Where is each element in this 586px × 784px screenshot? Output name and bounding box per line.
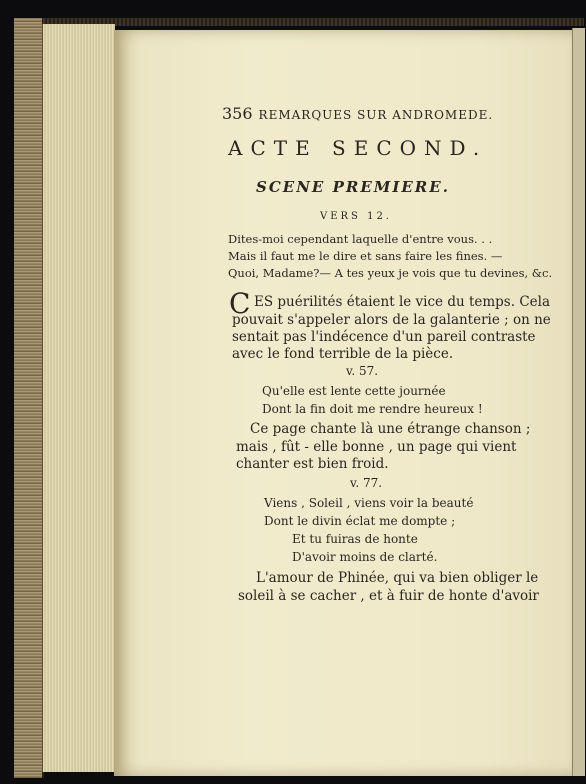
paragraph-line: pouvait s'appeler alors de la galanterie ; on ne: [232, 312, 551, 328]
act-title: ACTE SECOND.: [228, 136, 488, 160]
paragraph-line: chanter est bien froid.: [236, 456, 389, 472]
paragraph-line: sentait pas l'indécence d'un pareil contraste: [232, 329, 536, 345]
paragraph-line: mais , fût - elle bonne , un page qui vient: [236, 439, 517, 455]
paragraph-line: L'amour de Phinée, qui va bien obliger le: [256, 570, 539, 586]
facing-page-edge: [572, 28, 585, 776]
verse-marker: v. 57.: [346, 364, 379, 378]
verse-line: Et tu fuiras de honte: [292, 532, 418, 546]
verse-line: D'avoir moins de clarté.: [292, 550, 438, 564]
verse-line: Mais il faut me le dire et sans faire les fines. —: [228, 249, 503, 263]
paragraph-line: avec le fond terrible de la pièce.: [232, 346, 454, 362]
scene-title: SCENE PREMIERE.: [256, 178, 450, 196]
page-number: 356: [222, 104, 253, 123]
book-spine: [14, 18, 44, 778]
verse-line: Dont la fin doit me rendre heureux !: [262, 402, 483, 416]
paragraph-line: soleil à se cacher , et à fuir de honte d'avoir: [238, 588, 539, 604]
verse-marker: VERS 12.: [320, 211, 392, 222]
page-edges: [42, 24, 115, 772]
running-head: [222, 104, 493, 123]
verse-line: Viens , Soleil , viens voir la beauté: [264, 496, 474, 510]
book: [14, 18, 584, 778]
top-page-edge: [42, 18, 584, 26]
verse-line: Dont le divin éclat me dompte ;: [264, 514, 456, 528]
running-title: REMARQUES SUR ANDROMEDE.: [258, 108, 494, 122]
paragraph-line: ES puérilités étaient le vice du temps. Cela: [254, 294, 551, 310]
verse-line: Quoi, Madame?— A tes yeux je vois que tu devines, &c.: [228, 266, 553, 280]
verse-marker: v. 77.: [350, 476, 383, 490]
paragraph-line: Ce page chante là une étrange chanson ;: [250, 421, 531, 437]
verse-line: Qu'elle est lente cette journée: [262, 384, 446, 398]
drop-cap: C: [229, 287, 251, 320]
verse-line: Dites-moi cependant laquelle d'entre vous. . .: [228, 232, 493, 246]
